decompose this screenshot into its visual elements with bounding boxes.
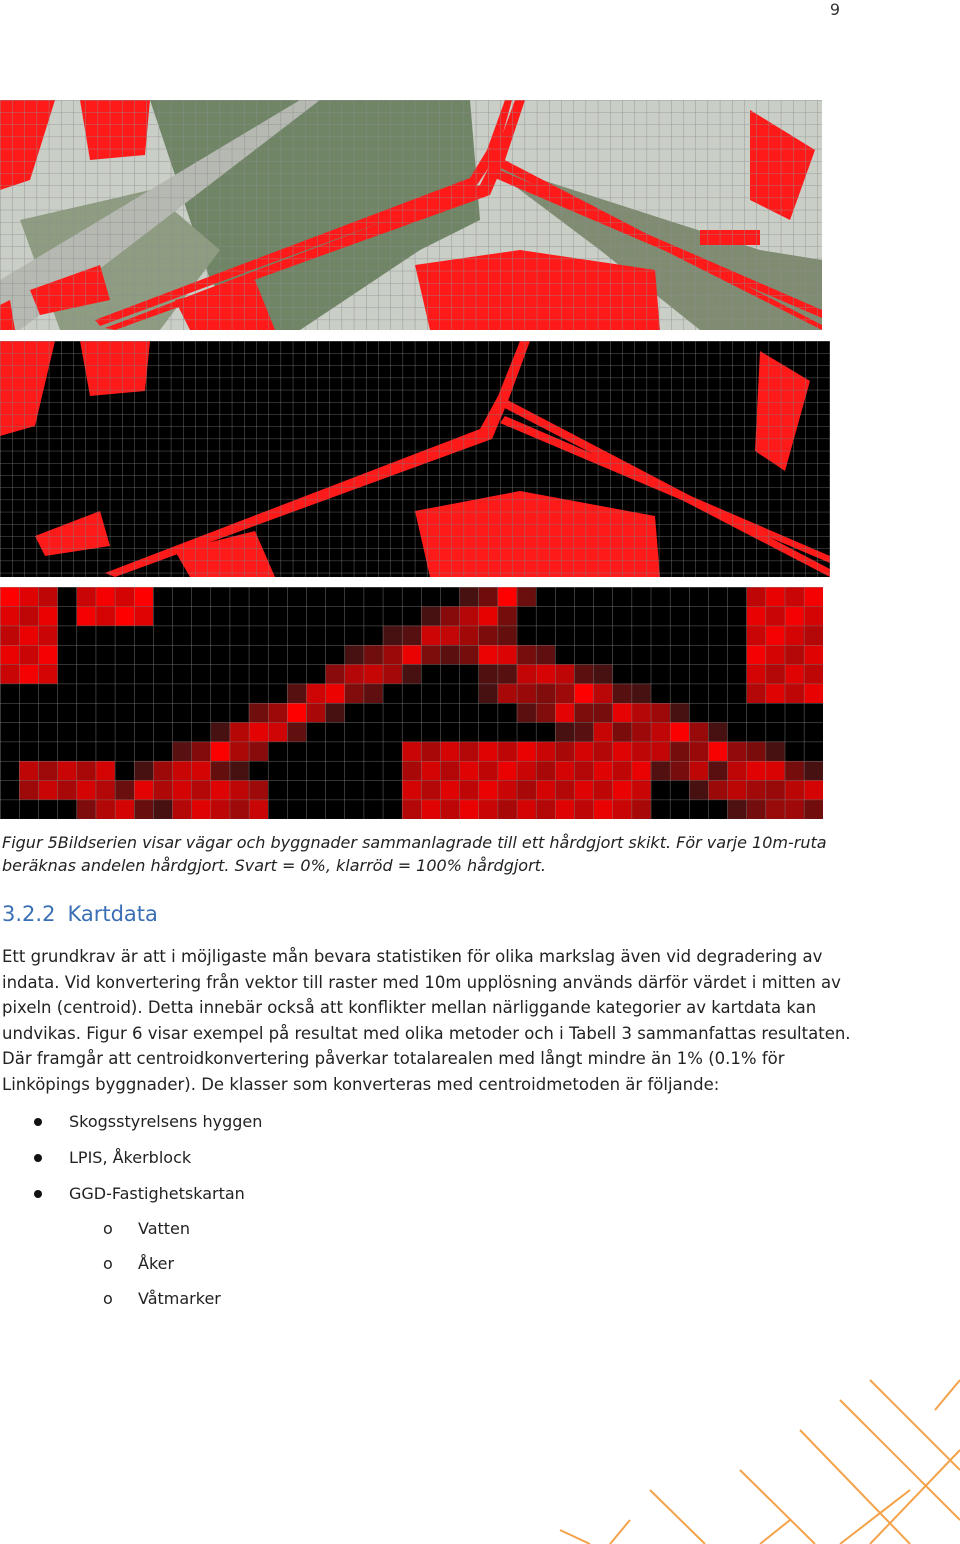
figure-caption: Figur 5Bildserien visar vägar och byggnader sammanlagrade till ett hårdgjort skikt. För varje 10m-ruta beräknas andelen hårdgjort. Svart = 0%, klarröd = 100% hårdgjort. [2, 833, 827, 875]
figure-percentage-grid [0, 587, 823, 819]
sub-bullet-marker: o [103, 1254, 113, 1273]
list-item-label: Skogsstyrelsens hyggen [69, 1112, 263, 1131]
figure-raster-mask [0, 341, 830, 577]
section-body: Ett grundkrav är att i möjligaste mån bevara statistiken för olika markslag även vid degradering av indata. Vid konvertering från vektor till raster med 10m upplösning används därför värdet i mitten av pixeln (centroid). Detta innebär också att konflikter mellan närliggande kategorier av kartdata kan undvikas. Figur 6 visar exempel på resultat med olika metoder och i Tabell 3 sammanfattas resultaten. Där framgår att centroidkonvertering påverkar totalarealen med långt mindre än 1% (0.1% för Linköpings byggnader). De klasser som konverteras med centroidmetoden är följande: [2, 947, 851, 1094]
section-heading [2, 902, 158, 926]
section-title: Kartdata [67, 902, 158, 926]
bullet-icon [34, 1118, 42, 1126]
page-number: 9 [829, 0, 840, 19]
bullet-icon [34, 1190, 42, 1198]
bullet-icon [34, 1154, 42, 1162]
sub-bullet-marker: o [103, 1219, 113, 1238]
figure-aerial-overlay [0, 100, 822, 330]
section-number: 3.2.2 [2, 902, 56, 926]
sub-list-item-label: Vatten [138, 1219, 191, 1238]
sub-bullet-marker: o [103, 1289, 113, 1308]
list-item-label: GGD-Fastighetskartan [69, 1184, 245, 1203]
list-item-label: LPIS, Åkerblock [69, 1148, 192, 1167]
sub-list-item-label: Åker [138, 1254, 175, 1273]
sub-list-item-label: Våtmarker [138, 1289, 221, 1308]
decorative-line-pattern [540, 1370, 960, 1544]
